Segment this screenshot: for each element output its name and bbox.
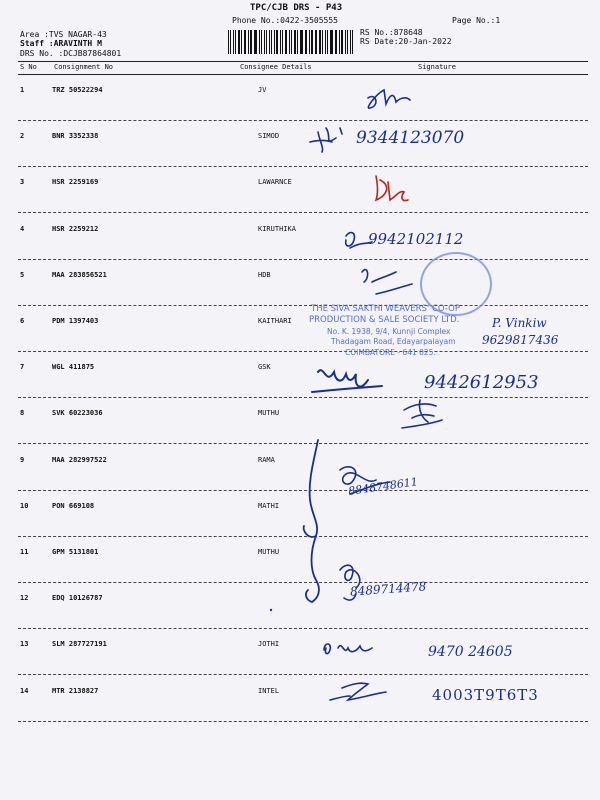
- row-sno: 9: [20, 455, 25, 464]
- handwritten-phone-6: 9629817436: [482, 333, 559, 347]
- small-marks: [270, 609, 272, 611]
- handwritten-name-6: P. Vinkiw: [492, 316, 547, 330]
- row-sno: 14: [20, 686, 29, 695]
- row-consignee-name: MUTHU: [258, 409, 280, 418]
- signature-long-stroke-2: [306, 536, 319, 602]
- row-consignment-no: SVK 60223036: [52, 409, 103, 418]
- rs-date: RS Date:20-Jan-2022: [360, 37, 452, 46]
- page-number: Page No.:1: [452, 16, 501, 25]
- row-consignee-name: HDB: [258, 270, 271, 279]
- signature-row-1: [368, 90, 410, 108]
- rs-number: RS No.:878648: [360, 28, 423, 37]
- row-sno: 4: [20, 224, 25, 233]
- stamp-line-1: THE SIVA SAKTHI WEAVERS' CO-OP: [311, 304, 460, 314]
- signature-row-9-10: [340, 467, 390, 494]
- signature-row-13: [324, 644, 372, 654]
- column-consignment: Consignment No: [54, 63, 114, 71]
- signature-row-8: [402, 400, 442, 428]
- row-sno: 7: [20, 363, 25, 372]
- row-consignment-no: MTR 2138827: [52, 686, 99, 695]
- signature-long-stroke-1: [304, 440, 318, 537]
- signature-row-3: [376, 176, 408, 201]
- stamp-line-3: No. K. 1938, 9/4, Kunnji Complex: [327, 327, 451, 336]
- handwritten-phone-12: 8489714478: [349, 579, 427, 599]
- handwritten-phone-4: 9942102112: [368, 230, 464, 248]
- tick-mark-row-12: [270, 609, 272, 611]
- stamp-line-4: Thadagam Road, Edayarpalayam: [331, 337, 456, 346]
- handwritten-phone-14: 4003T9T6T3: [432, 686, 539, 704]
- signature-row-2: [310, 128, 342, 152]
- row-consignee-name: RAMA: [258, 455, 275, 464]
- column-details: Consignee Details: [240, 63, 312, 71]
- row-sno: 13: [20, 640, 29, 649]
- row-consignee-name: SIMOD: [258, 132, 280, 141]
- row-consignment-no: EDQ 10126787: [52, 594, 103, 603]
- row-sno: 12: [20, 594, 29, 603]
- row-sno: 8: [20, 409, 25, 418]
- stamp-line-2: PRODUCTION & SALE SOCIETY LTD.: [309, 315, 460, 325]
- row-sno: 2: [20, 132, 25, 141]
- column-sno: S No: [20, 63, 37, 71]
- row-consignment-no: MAA 283856521: [52, 270, 107, 279]
- row-sno: 6: [20, 317, 25, 325]
- row-sno: 3: [20, 178, 25, 187]
- row-consignee-name: MUTHU: [258, 548, 280, 556]
- row-consignee-name: JV: [258, 86, 267, 94]
- row-consignment-no: TRZ 50522294: [52, 86, 103, 94]
- handwritten-phone-10: 8848748611: [347, 475, 419, 498]
- row-consignment-no: PON 669108: [52, 501, 95, 510]
- row-consignment-no: WGL 411875: [52, 363, 95, 372]
- row-consignment-no: SLM 287727191: [52, 640, 107, 649]
- document-title: TPC/CJB DRS - P43: [250, 3, 343, 13]
- signature-row-5: [362, 270, 412, 294]
- row-consignment-no: GPM 5131801: [52, 548, 99, 556]
- phone-number: Phone No.:0422-3505555: [232, 16, 338, 25]
- handwritten-phone-13: 9470 24605: [428, 644, 513, 660]
- signature-row-7: [312, 370, 382, 392]
- row-consignee-name: INTEL: [258, 686, 280, 695]
- row-consignment-no: MAA 282997522: [52, 455, 107, 464]
- row-sno: 1: [20, 86, 25, 94]
- row-sno: 5: [20, 270, 25, 279]
- row-consignee-name: JOTHI: [258, 640, 280, 649]
- row-consignment-no: BNR 3352338: [52, 132, 99, 141]
- handwritten-phone-2: 9344123070: [356, 128, 465, 148]
- signature-row-14: [330, 683, 386, 700]
- column-signature: Signature: [418, 63, 456, 71]
- signature-row-12: [340, 565, 360, 600]
- row-sno: 10: [20, 501, 29, 510]
- row-consignment-no: PDM 1397403: [52, 317, 99, 325]
- signature-row-4: [346, 233, 372, 248]
- area-label: Area :TVS NAGAR-43: [20, 30, 107, 39]
- row-consignment-no: HSR 2259212: [52, 224, 99, 233]
- row-consignment-no: HSR 2259169: [52, 178, 99, 187]
- row-sno: 11: [20, 548, 29, 556]
- row-consignee-name: MATHI: [258, 501, 280, 510]
- row-consignee-name: GSK: [258, 363, 271, 372]
- row-consignee-name: KIRUTHIKA: [258, 224, 296, 233]
- stamp-line-5: COIMBATORE - 641 025.: [345, 348, 436, 357]
- staff-label: Staff :ARAVINTH M: [20, 39, 102, 48]
- row-consignee-name: LAWARNCE: [258, 178, 292, 187]
- row-consignee-name: KAITHARI: [258, 317, 292, 325]
- handwritten-phone-7: 9442612953: [424, 372, 539, 393]
- drs-number: DRS No. :DCJB87864801: [20, 49, 122, 58]
